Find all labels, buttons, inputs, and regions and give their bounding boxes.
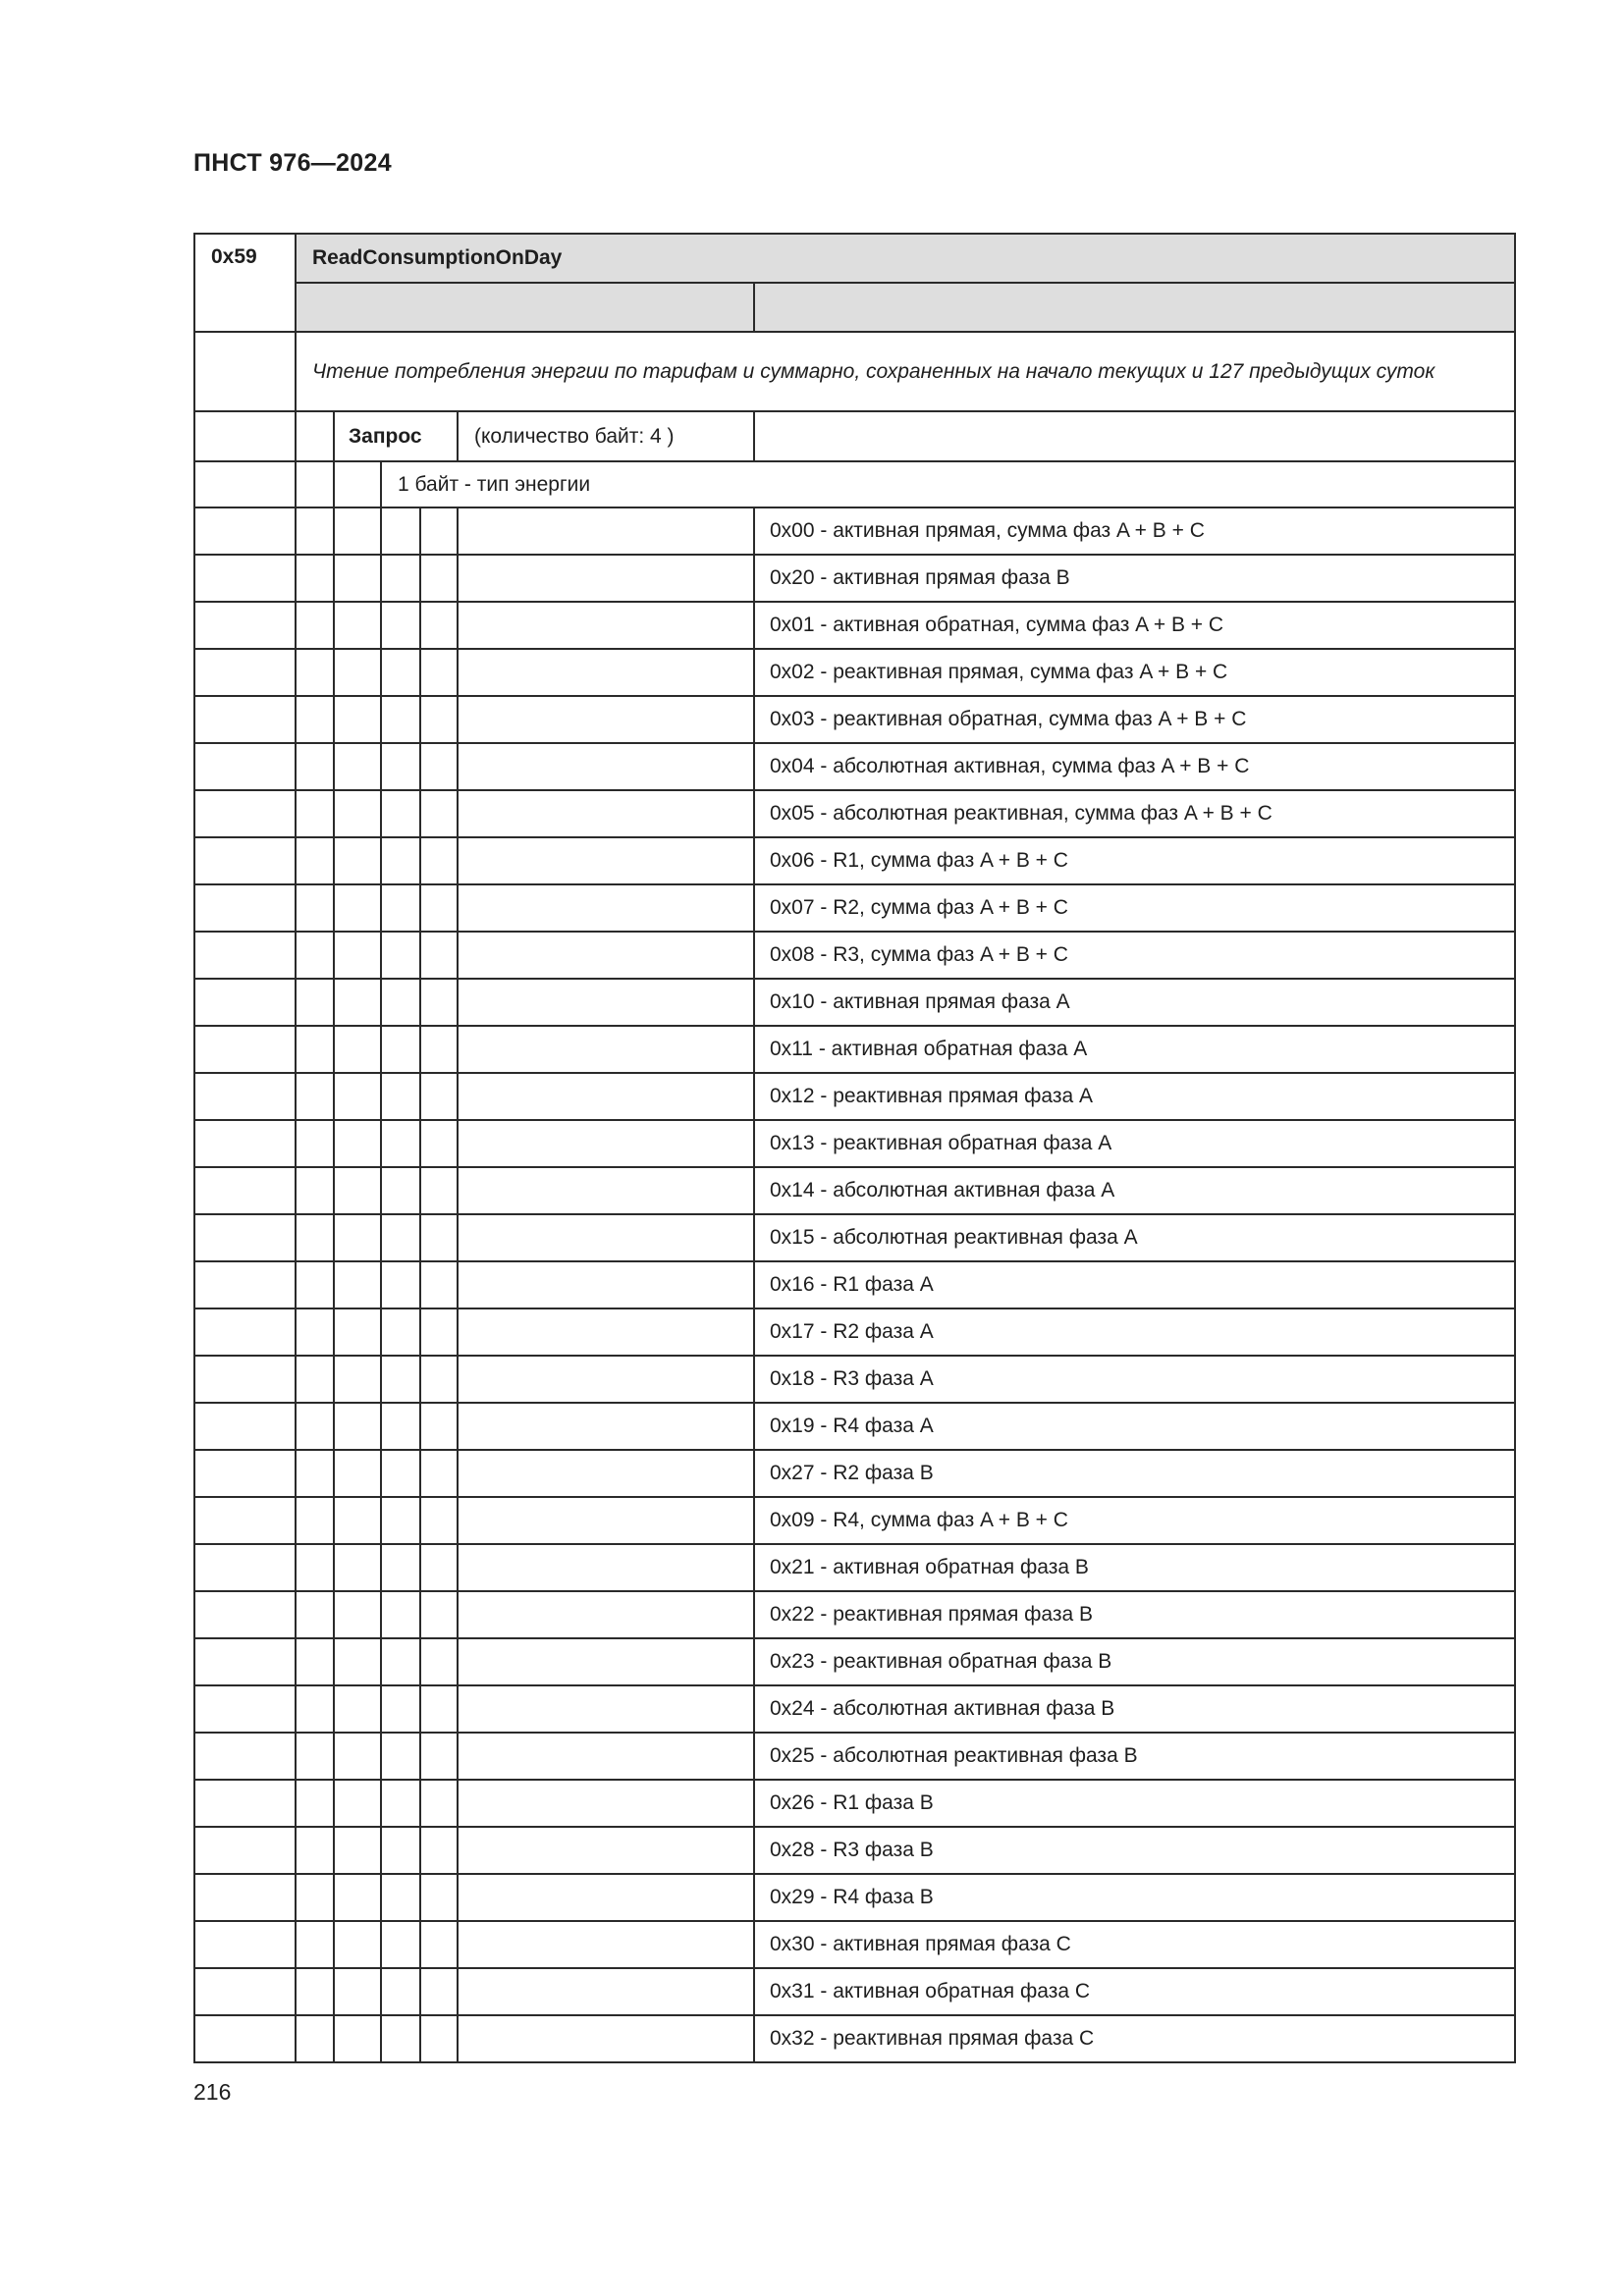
- empty-cell: [334, 602, 381, 649]
- energy-type-row: [194, 1591, 1515, 1638]
- empty-cell: [194, 1638, 296, 1685]
- energy-type-row: [194, 743, 1515, 790]
- empty-cell: [334, 1026, 381, 1073]
- empty-cell: [381, 1026, 420, 1073]
- empty-cell: [334, 2015, 381, 2062]
- empty-cell: [296, 1450, 334, 1497]
- empty-cell: [194, 979, 296, 1026]
- empty-cell: [296, 1921, 334, 1968]
- energy-type-value: 0x03 - реактивная обратная, сумма фаз A + B + C: [754, 696, 1515, 743]
- energy-type-row: [194, 1921, 1515, 1968]
- empty-cell: [458, 2015, 754, 2062]
- empty-cell: [194, 1733, 296, 1780]
- empty-cell: [194, 1827, 296, 1874]
- empty-cell: [420, 649, 458, 696]
- empty-cell: [458, 1591, 754, 1638]
- empty-cell: [296, 1874, 334, 1921]
- empty-cell: [194, 1073, 296, 1120]
- energy-type-row: [194, 696, 1515, 743]
- empty-cell: [296, 1497, 334, 1544]
- empty-cell: [458, 1308, 754, 1356]
- empty-cell: [420, 1827, 458, 1874]
- empty-cell: [458, 884, 754, 932]
- empty-cell: [381, 790, 420, 837]
- empty-cell: [334, 649, 381, 696]
- energy-type-row: [194, 884, 1515, 932]
- empty-cell: [381, 555, 420, 602]
- empty-cell: [381, 1308, 420, 1356]
- empty-cell: [194, 743, 296, 790]
- energy-type-row: [194, 1073, 1515, 1120]
- energy-type-row: [194, 2015, 1515, 2062]
- empty-cell: [334, 1780, 381, 1827]
- subheader-left-cell: [296, 283, 754, 332]
- empty-cell: [458, 1026, 754, 1073]
- energy-type-value: 0x32 - реактивная прямая фаза C: [754, 2015, 1515, 2062]
- empty-cell: [194, 411, 296, 461]
- empty-cell: [334, 696, 381, 743]
- empty-cell: [458, 790, 754, 837]
- empty-cell: [334, 1874, 381, 1921]
- empty-cell: [420, 1968, 458, 2015]
- energy-type-row: [194, 932, 1515, 979]
- energy-type-value: 0x28 - R3 фаза B: [754, 1827, 1515, 1874]
- energy-type-value: 0x19 - R4 фаза A: [754, 1403, 1515, 1450]
- empty-cell: [381, 2015, 420, 2062]
- empty-cell: [296, 1403, 334, 1450]
- empty-cell: [194, 1356, 296, 1403]
- command-header-row: [194, 234, 1515, 283]
- empty-cell: [334, 979, 381, 1026]
- empty-cell: [194, 1780, 296, 1827]
- empty-cell: [381, 1073, 420, 1120]
- empty-cell: [458, 555, 754, 602]
- request-row: [194, 411, 1515, 461]
- empty-cell: [194, 555, 296, 602]
- empty-cell: [194, 1450, 296, 1497]
- empty-cell: [381, 1544, 420, 1591]
- empty-cell: [381, 1733, 420, 1780]
- empty-cell: [296, 2015, 334, 2062]
- empty-cell: [334, 884, 381, 932]
- empty-cell: [194, 1167, 296, 1214]
- empty-cell: [334, 461, 381, 507]
- empty-cell: [296, 1780, 334, 1827]
- empty-cell: [420, 1261, 458, 1308]
- energy-type-value: 0x15 - абсолютная реактивная фаза A: [754, 1214, 1515, 1261]
- energy-type-row: [194, 1685, 1515, 1733]
- empty-cell: [420, 1308, 458, 1356]
- empty-cell: [420, 1026, 458, 1073]
- energy-type-row: [194, 1450, 1515, 1497]
- empty-cell: [194, 507, 296, 555]
- empty-cell: [420, 743, 458, 790]
- empty-cell: [296, 1120, 334, 1167]
- empty-cell: [334, 1921, 381, 1968]
- empty-cell: [458, 1167, 754, 1214]
- energy-type-row: [194, 602, 1515, 649]
- empty-cell: [458, 1827, 754, 1874]
- empty-cell: [334, 1308, 381, 1356]
- energy-type-row: [194, 1968, 1515, 2015]
- empty-cell: [194, 1874, 296, 1921]
- energy-type-row: [194, 1497, 1515, 1544]
- subheader-right-cell: [754, 283, 1515, 332]
- empty-cell: [420, 1073, 458, 1120]
- empty-cell: [334, 507, 381, 555]
- empty-cell: [296, 1733, 334, 1780]
- empty-cell: [458, 743, 754, 790]
- empty-cell: [381, 1874, 420, 1921]
- empty-cell: [296, 461, 334, 507]
- energy-type-value: 0x16 - R1 фаза A: [754, 1261, 1515, 1308]
- energy-type-value: 0x22 - реактивная прямая фаза B: [754, 1591, 1515, 1638]
- energy-type-row: [194, 1261, 1515, 1308]
- energy-type-value: 0x12 - реактивная прямая фаза A: [754, 1073, 1515, 1120]
- empty-cell: [420, 979, 458, 1026]
- empty-cell: [381, 1780, 420, 1827]
- empty-cell: [334, 555, 381, 602]
- empty-cell: [296, 1591, 334, 1638]
- empty-cell: [420, 1685, 458, 1733]
- empty-cell: [420, 1356, 458, 1403]
- empty-cell: [296, 1544, 334, 1591]
- empty-cell: [194, 884, 296, 932]
- empty-cell: [381, 1403, 420, 1450]
- energy-type-value: 0x21 - активная обратная фаза B: [754, 1544, 1515, 1591]
- empty-cell: [420, 1638, 458, 1685]
- empty-cell: [296, 1308, 334, 1356]
- energy-type-value: 0x07 - R2, сумма фаз A + B + C: [754, 884, 1515, 932]
- empty-cell: [458, 602, 754, 649]
- empty-cell: [458, 1544, 754, 1591]
- energy-type-value: 0x31 - активная обратная фаза C: [754, 1968, 1515, 2015]
- empty-cell: [194, 1544, 296, 1591]
- page-number: 216: [193, 2079, 232, 2105]
- empty-cell: [381, 1591, 420, 1638]
- energy-type-value: 0x17 - R2 фаза A: [754, 1308, 1515, 1356]
- empty-cell: [754, 411, 1515, 461]
- empty-cell: [334, 1073, 381, 1120]
- empty-cell: [381, 1685, 420, 1733]
- empty-cell: [381, 1120, 420, 1167]
- empty-cell: [381, 743, 420, 790]
- empty-cell: [194, 2015, 296, 2062]
- empty-cell: [194, 1308, 296, 1356]
- empty-cell: [334, 743, 381, 790]
- empty-cell: [420, 2015, 458, 2062]
- energy-type-value: 0x13 - реактивная обратная фаза A: [754, 1120, 1515, 1167]
- empty-cell: [194, 1497, 296, 1544]
- empty-cell: [381, 1968, 420, 2015]
- empty-cell: [420, 837, 458, 884]
- empty-cell: [194, 649, 296, 696]
- energy-type-row: [194, 1403, 1515, 1450]
- energy-type-value: 0x09 - R4, сумма фаз A + B + C: [754, 1497, 1515, 1544]
- empty-cell: [458, 1120, 754, 1167]
- energy-type-value: 0x30 - активная прямая фаза C: [754, 1921, 1515, 1968]
- empty-cell: [420, 1733, 458, 1780]
- empty-cell: [381, 932, 420, 979]
- empty-cell: [458, 1921, 754, 1968]
- empty-cell: [381, 1356, 420, 1403]
- empty-cell: [296, 979, 334, 1026]
- empty-cell: [458, 696, 754, 743]
- empty-cell: [194, 1214, 296, 1261]
- empty-cell: [334, 1638, 381, 1685]
- empty-cell: [381, 884, 420, 932]
- empty-cell: [194, 1921, 296, 1968]
- empty-cell: [458, 1780, 754, 1827]
- description-row: [194, 332, 1515, 411]
- empty-cell: [458, 1497, 754, 1544]
- empty-cell: [381, 1497, 420, 1544]
- document-id-header: ПНСТ 976—2024: [193, 149, 392, 177]
- empty-cell: [458, 1214, 754, 1261]
- empty-cell: [458, 979, 754, 1026]
- empty-cell: [381, 1638, 420, 1685]
- empty-cell: [420, 884, 458, 932]
- empty-cell: [334, 1591, 381, 1638]
- empty-cell: [420, 602, 458, 649]
- empty-cell: [296, 790, 334, 837]
- empty-cell: [420, 1403, 458, 1450]
- empty-cell: [420, 507, 458, 555]
- empty-cell: [334, 1450, 381, 1497]
- empty-cell: [420, 1497, 458, 1544]
- empty-cell: [458, 1356, 754, 1403]
- empty-cell: [458, 1261, 754, 1308]
- empty-cell: [458, 837, 754, 884]
- energy-type-row: [194, 649, 1515, 696]
- empty-cell: [381, 1261, 420, 1308]
- empty-cell: [458, 932, 754, 979]
- byte1-row: [194, 461, 1515, 507]
- request-label: Запрос: [334, 411, 458, 461]
- empty-cell: [296, 1261, 334, 1308]
- empty-cell: [194, 696, 296, 743]
- empty-cell: [296, 411, 334, 461]
- empty-cell: [296, 1026, 334, 1073]
- empty-cell: [296, 884, 334, 932]
- empty-cell: [381, 1450, 420, 1497]
- energy-type-row: [194, 1120, 1515, 1167]
- empty-cell: [334, 1403, 381, 1450]
- energy-type-row: [194, 837, 1515, 884]
- empty-cell: [381, 837, 420, 884]
- empty-cell: [458, 1733, 754, 1780]
- empty-cell: [458, 1403, 754, 1450]
- command-spec-table: [193, 233, 1516, 2063]
- empty-cell: [334, 1261, 381, 1308]
- empty-cell: [381, 979, 420, 1026]
- empty-cell: [458, 1685, 754, 1733]
- energy-type-value: 0x29 - R4 фаза B: [754, 1874, 1515, 1921]
- command-subheader-row: [194, 283, 1515, 332]
- energy-type-row: [194, 1356, 1515, 1403]
- energy-type-value: 0x08 - R3, сумма фаз A + B + C: [754, 932, 1515, 979]
- energy-type-value: 0x05 - абсолютная реактивная, сумма фаз A + B + C: [754, 790, 1515, 837]
- empty-cell: [420, 1874, 458, 1921]
- command-description: Чтение потребления энергии по тарифам и суммарно, сохраненных на начало текущих и 127 предыдущих суток: [296, 332, 1515, 411]
- empty-cell: [458, 649, 754, 696]
- empty-cell: [458, 1450, 754, 1497]
- empty-cell: [381, 1921, 420, 1968]
- empty-cell: [296, 1685, 334, 1733]
- empty-cell: [194, 1026, 296, 1073]
- empty-cell: [420, 1450, 458, 1497]
- empty-cell: [296, 1968, 334, 2015]
- empty-cell: [194, 1968, 296, 2015]
- empty-cell: [296, 555, 334, 602]
- empty-cell: [381, 696, 420, 743]
- energy-type-row: [194, 1544, 1515, 1591]
- energy-type-value: 0x26 - R1 фаза B: [754, 1780, 1515, 1827]
- empty-cell: [420, 1780, 458, 1827]
- empty-cell: [194, 790, 296, 837]
- energy-type-value: 0x06 - R1, сумма фаз A + B + C: [754, 837, 1515, 884]
- energy-type-row: [194, 1638, 1515, 1685]
- empty-cell: [458, 1968, 754, 2015]
- empty-cell: [381, 649, 420, 696]
- energy-type-value: 0x11 - активная обратная фаза A: [754, 1026, 1515, 1073]
- command-code: 0x59: [194, 234, 296, 332]
- empty-cell: [334, 1497, 381, 1544]
- empty-cell: [194, 461, 296, 507]
- empty-cell: [296, 696, 334, 743]
- energy-type-row: [194, 1026, 1515, 1073]
- empty-cell: [334, 1827, 381, 1874]
- empty-cell: [420, 1167, 458, 1214]
- energy-type-value: 0x20 - активная прямая фаза B: [754, 555, 1515, 602]
- empty-cell: [194, 932, 296, 979]
- empty-cell: [334, 1356, 381, 1403]
- energy-type-value: 0x00 - активная прямая, сумма фаз A + B + C: [754, 507, 1515, 555]
- empty-cell: [194, 332, 296, 411]
- energy-type-row: [194, 1167, 1515, 1214]
- empty-cell: [334, 1968, 381, 2015]
- empty-cell: [420, 932, 458, 979]
- empty-cell: [381, 1167, 420, 1214]
- empty-cell: [458, 507, 754, 555]
- energy-type-row: [194, 555, 1515, 602]
- empty-cell: [334, 1685, 381, 1733]
- empty-cell: [194, 837, 296, 884]
- empty-cell: [296, 602, 334, 649]
- energy-type-value: 0x18 - R3 фаза A: [754, 1356, 1515, 1403]
- empty-cell: [458, 1073, 754, 1120]
- energy-type-value: 0x04 - абсолютная активная, сумма фаз A + B + C: [754, 743, 1515, 790]
- energy-type-value: 0x01 - активная обратная, сумма фаз A + B + C: [754, 602, 1515, 649]
- empty-cell: [334, 1544, 381, 1591]
- empty-cell: [194, 1685, 296, 1733]
- energy-type-row: [194, 1827, 1515, 1874]
- empty-cell: [420, 1544, 458, 1591]
- energy-type-value: 0x10 - активная прямая фаза A: [754, 979, 1515, 1026]
- energy-type-row: [194, 1214, 1515, 1261]
- energy-type-value: 0x14 - абсолютная активная фаза A: [754, 1167, 1515, 1214]
- empty-cell: [381, 1214, 420, 1261]
- empty-cell: [458, 1638, 754, 1685]
- empty-cell: [334, 1733, 381, 1780]
- empty-cell: [334, 790, 381, 837]
- energy-type-row: [194, 1733, 1515, 1780]
- empty-cell: [334, 1120, 381, 1167]
- energy-type-row: [194, 979, 1515, 1026]
- empty-cell: [420, 790, 458, 837]
- energy-type-value: 0x27 - R2 фаза B: [754, 1450, 1515, 1497]
- empty-cell: [296, 743, 334, 790]
- empty-cell: [296, 1356, 334, 1403]
- empty-cell: [420, 1591, 458, 1638]
- empty-cell: [296, 649, 334, 696]
- empty-cell: [194, 1591, 296, 1638]
- energy-type-value: 0x23 - реактивная обратная фаза B: [754, 1638, 1515, 1685]
- energy-type-value: 0x25 - абсолютная реактивная фаза B: [754, 1733, 1515, 1780]
- energy-type-value: 0x02 - реактивная прямая, сумма фаз A + B + C: [754, 649, 1515, 696]
- empty-cell: [296, 1638, 334, 1685]
- empty-cell: [296, 1167, 334, 1214]
- empty-cell: [296, 932, 334, 979]
- empty-cell: [296, 1827, 334, 1874]
- empty-cell: [334, 1167, 381, 1214]
- empty-cell: [420, 696, 458, 743]
- empty-cell: [381, 507, 420, 555]
- empty-cell: [296, 507, 334, 555]
- empty-cell: [296, 1214, 334, 1261]
- energy-type-row: [194, 1308, 1515, 1356]
- empty-cell: [420, 1214, 458, 1261]
- empty-cell: [381, 1827, 420, 1874]
- empty-cell: [334, 837, 381, 884]
- empty-cell: [420, 1120, 458, 1167]
- empty-cell: [194, 602, 296, 649]
- command-name: ReadConsumptionOnDay: [296, 234, 1515, 283]
- empty-cell: [194, 1120, 296, 1167]
- energy-type-row: [194, 790, 1515, 837]
- empty-cell: [296, 837, 334, 884]
- energy-type-value: 0x24 - абсолютная активная фаза B: [754, 1685, 1515, 1733]
- byte1-label: 1 байт - тип энергии: [381, 461, 1515, 507]
- energy-type-row: [194, 1874, 1515, 1921]
- empty-cell: [420, 555, 458, 602]
- empty-cell: [194, 1261, 296, 1308]
- empty-cell: [194, 1403, 296, 1450]
- empty-cell: [420, 1921, 458, 1968]
- request-byte-count: (количество байт: 4 ): [458, 411, 754, 461]
- energy-type-row: [194, 507, 1515, 555]
- empty-cell: [381, 602, 420, 649]
- energy-type-row: [194, 1780, 1515, 1827]
- empty-cell: [334, 1214, 381, 1261]
- empty-cell: [296, 1073, 334, 1120]
- empty-cell: [458, 1874, 754, 1921]
- empty-cell: [334, 932, 381, 979]
